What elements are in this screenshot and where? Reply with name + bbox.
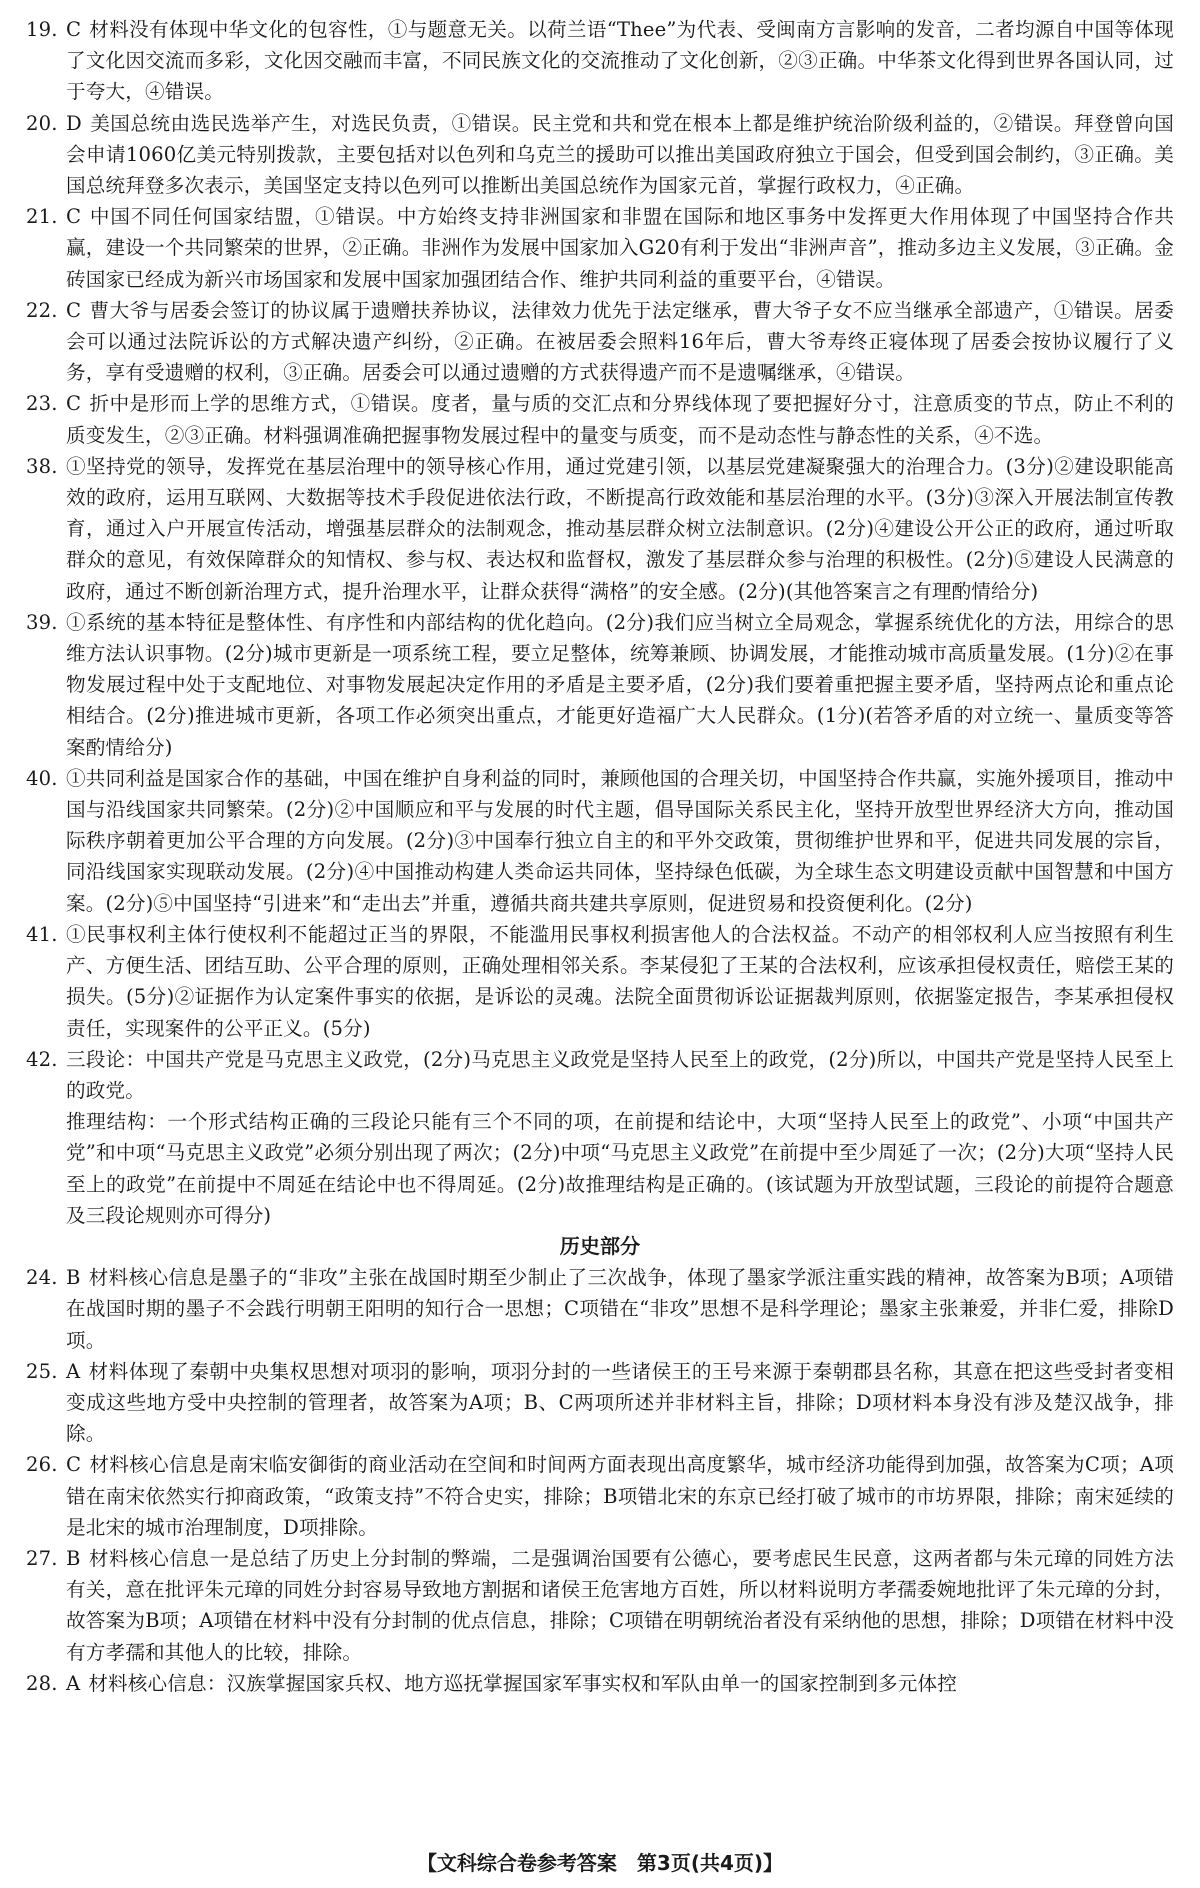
answer-choice: A — [66, 1671, 81, 1695]
question-number: 27. — [26, 1546, 58, 1570]
question-number: 20. — [26, 111, 58, 135]
answer-body — [66, 1449, 1174, 1543]
answer-item — [26, 1668, 1174, 1699]
answer-explanation: 材料核心信息是墨子的“非攻”主张在战国时期至少制止了三次战争，体现了墨家学派注重实践的精神，故答案为B项；A项错在战国时期的墨子不会践行明朝王阳明的知行合一思想；C项错在“非攻”思想不是科学理论；墨家主张兼爱，并非仁爱，排除D项。 — [66, 1266, 1174, 1352]
question-number: 22. — [26, 298, 58, 322]
answer-choice: B — [66, 1546, 81, 1570]
answer-explanation: 曹大爷与居委会签订的协议属于遗赠扶养协议，法律效力优先于法定继承，曹大爷子女不应当继承全部遗产，①错误。居委会可以通过法院诉讼的方式解决遗产纠纷，②正确。在被居委会照料16年后，曹大爷寿终正寝体现了居委会按协议履行了义务，享有受遗赠的权利，③正确。居委会可以通过遗赠的方式获得遗产而不是遗嘱继承，④错误。 — [66, 298, 1174, 385]
question-number: 38. — [26, 454, 58, 478]
answer-explanation: 材料没有体现中华文化的包容性，①与题意无关。以荷兰语“Thee”为代表、受闽南方言影响的发音，二者均源自中国等体现了文化因交流而多彩，文化因交融而丰富，不同民族文化的交流推动了文化创新，②③正确。中华茶文化得到世界各国认同，过于夸大，④错误。 — [66, 18, 1174, 104]
answer-explanation: 材料核心信息：汉族掌握国家兵权、地方巡抚掌握国家军事实权和军队由单一的国家控制到多元体控 — [88, 1671, 958, 1695]
answer-item — [26, 295, 1174, 389]
answer-body — [66, 14, 1174, 108]
answer-body — [66, 295, 1174, 389]
answer-body — [66, 1356, 1174, 1450]
answer-choice: C — [66, 298, 82, 322]
answer-choice: B — [66, 1266, 81, 1290]
answer-body — [66, 919, 1174, 1044]
answer-choice: C — [66, 205, 82, 229]
answer-explanation: 三段论：中国共产党是马克思主义政党，(2分)马克思主义政党是坚持人民至上的政党，(2分)所以，中国共产党是坚持人民至上的政党。 — [66, 1047, 1174, 1102]
question-number: 42. — [26, 1047, 58, 1071]
answer-body — [66, 451, 1174, 607]
question-number: 28. — [26, 1671, 58, 1695]
history-section-title: 历史部分 — [559, 1233, 641, 1258]
answer-body — [66, 388, 1174, 450]
answer-explanation: 折中是形而上学的思维方式，①错误。度者，量与质的交汇点和分界线体现了要把握好分寸，注意质变的节点，防止不利的质变发生，②③正确。材料强调准确把握事物发展过程中的量变与质变，而不是动态性与静态性的关系，④不选。 — [66, 392, 1174, 447]
answer-item — [26, 1262, 1174, 1356]
answer-explanation: ①民事权利主体行使权利不能超过正当的界限，不能滥用民事权利损害他人的合法权益。不动产的相邻权利人应当按照有利生产、方便生活、团结互助、公平合理的原则，正确处理相邻关系。李某侵犯了王某的合法权利，应该承担侵权责任，赔偿王某的损失。(5分)②证据作为认定案件事实的依据，是诉讼的灵魂。法院全面贯彻诉讼证据裁判原则，依据鉴定报告，李某承担侵权责任，实现案件的公平正义。(5分) — [66, 922, 1174, 1040]
question-number: 23. — [26, 392, 58, 416]
answer-item — [26, 919, 1174, 1044]
answer-item — [26, 607, 1174, 763]
question-number: 40. — [26, 766, 58, 790]
answer-explanation: 中国不同任何国家结盟，①错误。中方始终支持非洲国家和非盟在国际和地区事务中发挥更大作用体现了中国坚持合作共赢，建设一个共同繁荣的世界，②正确。非洲作为发展中国家加入G20有利于发出“非洲声音”，推动多边主义发展，③正确。金砖国家已经成为新兴市场国家和发展中国家加强团结合作、维护共同利益的重要平台，④错误。 — [66, 205, 1174, 291]
answer-item — [26, 1356, 1174, 1450]
answer-item — [26, 1044, 1174, 1106]
answer-body — [66, 201, 1174, 295]
answer-explanation: 材料核心信息是南宋临安御街的商业活动在空间和时间两方面表现出高度繁华，城市经济功能得到加强，故答案为C项；A项错在南宋依然实行抑商政策，“政策支持”不符合史实，排除；B项错北宋的东京已经打破了城市的市坊界限，排除；南宋延续的是北宋的城市治理制度，D项排除。 — [66, 1453, 1174, 1539]
answer-body — [66, 607, 1174, 763]
answer-item — [26, 1543, 1174, 1668]
answer-choice: C — [66, 392, 82, 416]
answer-body — [66, 1668, 1174, 1699]
answer-explanation: ①系统的基本特征是整体性、有序性和内部结构的优化趋向。(2分)我们应当树立全局观念，掌握系统优化的方法，用综合的思维方法认识事物。(2分)城市更新是一项系统工程，要立足整体，统筹兼顾、协调发展，才能推动城市高质量发展。(1分)②在事物发展过程中处于支配地位、对事物发展起决定作用的矛盾是主要矛盾，(2分)我们要着重把握主要矛盾，坚持两点论和重点论相结合。(2分)推进城市更新，各项工作必须突出重点，才能更好造福广大人民群众。(1分)(若答矛盾的对立统一、量质变等答案酌情给分) — [66, 610, 1174, 759]
answer-choice: A — [66, 1359, 81, 1383]
answer-item — [26, 388, 1174, 450]
question-number: 24. — [26, 1266, 58, 1290]
answer-item — [26, 14, 1174, 108]
answer-item — [26, 108, 1174, 202]
politics-answers — [26, 14, 1174, 1106]
answer-explanation: 美国总统由选民选举产生，对选民负责，①错误。民主党和共和党在根本上都是维护统治阶级利益的，②错误。拜登曾向国会申请1060亿美元特别拨款，主要包括对以色列和乌克兰的援助可以推出美国政府独立于国会，但受到国会制约，③正确。美国总统拜登多次表示，美国坚定支持以色列可以推断出美国总统作为国家元首，掌握行政权力，④正确。 — [66, 111, 1174, 198]
page-footer: 【文科综合卷参考答案 第3页(共4页)】 — [416, 1851, 784, 1875]
answer-content — [26, 14, 1174, 1699]
q42-reasoning: 推理结构：一个形式结构正确的三段论只能有三个不同的项，在前提和结论中，大项“坚持人民至上的政党”、小项“中国共产党”和中项“马克思主义政党”必须分别出现了两次；(2分)中项“马克思主义政党”在前提中至少周延了一次；(2分)大项“坚持人民至上的政党”在前提中不周延在结论中也不得周延。(2分)故推理结构是正确的。(该试题为开放型试题，三段论的前提符合题意及三段论规则亦可得分) — [66, 1110, 1174, 1227]
question-number: 25. — [26, 1359, 58, 1383]
answer-choice: D — [66, 111, 82, 135]
history-answers — [26, 1262, 1174, 1699]
question-number: 41. — [26, 922, 58, 946]
answer-choice: C — [66, 1453, 82, 1477]
question-number: 39. — [26, 610, 58, 634]
answer-body — [66, 1044, 1174, 1106]
answer-explanation: ①共同利益是国家合作的基础，中国在维护自身利益的同时，兼顾他国的合理关切，中国坚持合作共赢，实施外援项目，推动中国与沿线国家共同繁荣。(2分)②中国顺应和平与发展的时代主题，倡导国际关系民主化，坚持开放型世界经济大方向，推动国际秩序朝着更加公平合理的方向发展。(2分)③中国奉行独立自主的和平外交政策，贯彻维护世界和平，促进共同发展的宗旨，同沿线国家实现联动发展。(2分)④中国推动构建人类命运共同体，坚持绿色低碳，为全球生态文明建设贡献中国智慧和中国方案。(2分)⑤中国坚持“引进来”和“走出去”并重，遵循共商共建共享原则，促进贸易和投资便利化。(2分) — [66, 766, 1174, 915]
answer-item — [26, 763, 1174, 919]
answer-body — [66, 108, 1174, 202]
answer-explanation: 材料体现了秦朝中央集权思想对项羽的影响，项羽分封的一些诸侯王的王号来源于秦朝郡县名称，其意在把这些受封者变相变成这些地方受中央控制的管理者，故答案为A项；B、C两项所述并非材料主旨，排除；D项材料本身没有涉及楚汉战争，排除。 — [66, 1359, 1174, 1446]
question-number: 19. — [26, 18, 58, 41]
answer-item — [26, 1449, 1174, 1543]
answer-body — [66, 1543, 1174, 1668]
answer-choice: C — [66, 18, 82, 41]
answer-explanation: 材料核心信息一是总结了历史上分封制的弊端，二是强调治国要有公德心，要考虑民生民意，这两者都与朱元璋的同姓方法有关，意在批评朱元璋的同姓分封容易导致地方割据和诸侯王危害地方百姓，所以材料说明方孝孺委婉地批评了朱元璋的分封，故答案为B项；A项错在材料中没有分封制的优点信息，排除；C项错在明朝统治者没有采纳他的思想，排除；D项错在材料中没有方孝孺和其他人的比较，排除。 — [66, 1546, 1174, 1664]
answer-body — [66, 1262, 1174, 1356]
answer-explanation: ①坚持党的领导，发挥党在基层治理中的领导核心作用，通过党建引领，以基层党建凝聚强大的治理合力。(3分)②建设职能高效的政府，运用互联网、大数据等技术手段促进依法行政，不断提高行政效能和基层治理的水平。(3分)③深入开展法制宣传教育，通过入户开展宣传活动，增强基层群众的法制观念，推动基层群众树立法制意识。(2分)④建设公开公正的政府，通过听取群众的意见，有效保障群众的知情权、参与权、表达权和监督权，激发了基层群众参与治理的积极性。(2分)⑤建设人民满意的政府，通过不断创新治理方式，提升治理水平，让群众获得“满格”的安全感。(2分)(其他答案言之有理酌情给分) — [66, 454, 1174, 603]
question-number: 21. — [26, 205, 58, 229]
answer-item — [26, 451, 1174, 607]
question-number: 26. — [26, 1453, 58, 1477]
answer-body — [66, 763, 1174, 919]
answer-item — [26, 201, 1174, 295]
